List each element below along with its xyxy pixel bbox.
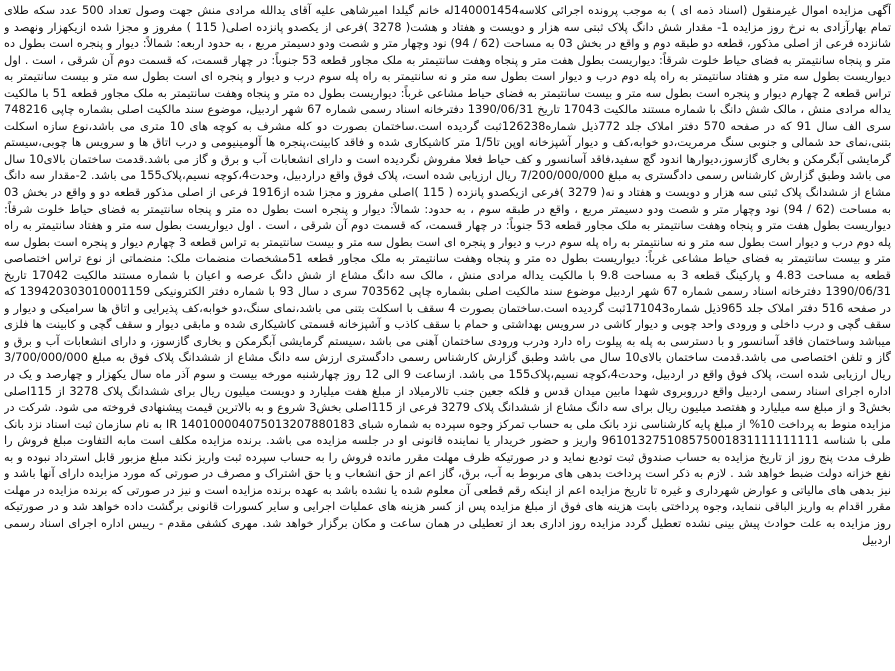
auction-notice <box>4 2 891 669</box>
notice-body: آگهی مزایده اموال غیرمنقول (اسناد ذمه ای ) به موجب پرونده اجرائی کلاسه140001454له خانم گیلدا امیرشاهی علیه آقای یدالله مرادی منش جهت وصول تعداد 500 عدد سکه طلای تمام بهارآزادی به نرخ روز مزایده 1- مقدار شش دانگ پلاک ثبتی سه هزار و دویست و هفتاد و هشت( 3278 )فرعی از یکصدو پانزده اصلی( 115 ) مفروز و مجزا شده ازیکهزار ونهصد و شانزده فرعی از اصلی مذکور، قطعه دو طبقه دوم و واقع در بخش 03 به مساحت (62 / 94) نود وچهار متر و شصت ودو دسیمتر مربع ، به حدود اربعه: شمالاً: دیوار و پنجره است بطول ده متر و پنجاه سانتیمتر به فضای حیاط خلوت شرقاً: دیواریست بطول هفت متر و پنجاه وهفت سانتیمتر به ملک مجاور قطعه 53 جنوباً: در چهار قسمت، که قسمت دوم آن شرقی ، است . اول دیواریست بطول سه متر و هفتاد سانتیمتر به راه پله دوم درب و دیوار است بطول سه متر و نه سانتیمتر به راه پله سوم درب و دیوار و پنجره ای است بطول سه متر و بیست سانتیمتر به تراس قطعه 2 چهارم دیوار و پنجره است بطول سه متر و بیست سانتیمتر به فضای حیاط مشاعی غرباً: دیواریست بطول ده متر و پنجاه وهفت سانتیمتر به ملک مجاور قطعه 51 با مالکیت یداله مرادی منش ، مالک شش دانگ با شماره مستند مالکیت 17043 تاریخ 1390/06/31 دفترخانه اسناد رسمی شماره 67 شهر اردبیل، موضوع سند مالکیت اصلی بشماره چاپی 748216 سری الف سال 91 که در صفحه 570 دفتر املاک جلد 772ذیل شماره126238ثبت گردیده است.ساختمان بصورت دو کله مشرف به کوچه های 10 متری می باشد،نوع سازه اسکلت بتنی،نمای حد شمالی و جنوبی سنگ مرمریت،دو خوابه،کف و دیوار آشپزخانه اوپن تا1/5 متر کاشیکاری شده و فاقد کابینت،پنجره ها آلومینیومی و درب اتاق ها و سرویس ها چوبی،سیستم گرمایشی آبگرمکن و بخاری گازسوز،دیوارها اندود گچ سفید،فاقد آسانسور و کف حیاط فعلا مفروش نگردیده است و دارای انشعابات آب و برق و گاز می باشد.قدمت ساختمان بالای10 سال می باشد وطبق گزارش کارشناس رسمی دادگستری به مبلغ 7/200/000/000 ریال ارزیابی شده است، پلاک فوق واقع دراردبیل، وحدت4،کوچه نسیم،پلاک155 می باشد. 2-مقدار سه دانگ مشاع از ششدانگ پلاک ثبتی سه هزار و دویست و هفتاد و نه( 3279 )فرعی ازیکصدو پانزده ( 115 )اصلی مفروز و مجزا شده از1916 فرعی از اصلی مذکور قطعه دو و واقع در بخش 03 به مساحت (62 / 94) نود وچهار متر و شصت ودو دسیمتر مربع ، واقع در طبقه سوم ، به حدود: شمالاً: دیوار و پنجره است بطول ده متر و پنجاه سانتیمتر به فضای حیاط خلوت شرقاً: دیواریست بطول هفت متر و پنجاه وهفت سانتیمتر به ملک مجاور قطعه 53 جنوباً: در چهار قسمت، که قسمت دوم آن شرقی ، است . اول دیواریست بطول سه متر و هفتاد سانتیمتر به راه پله دوم درب و دیوار است بطول سه متر و نه سانتیمتر به راه پله سوم درب و دیوار و پنجره ای است بطول سه متر و بیست سانتیمتر به تراس قطعه 3 چهارم دیوار و پنجره است بطول سه متر و بیست سانتیمتر به فضای حیاط مشاعی غرباً: دیواریست بطول ده متر و پنجاه وهفت سانتیمتر به ملک مجاور قطعه 51مشخصات منضمات ملک: منضماتی از نوع تراس اختصاصی قطعه به مساحت 4.83 و پارکینگ قطعه 3 به مساحت 9.8 با مالکیت یداله مرادی منش ، مالک سه دانگ مشاع از شش دانگ عرصه و اعیان با شماره مستند مالکیت 17042 تاریخ 1390/06/31 دفترخانه اسناد رسمی شماره 67 شهر اردبیل موضوع سند مالکیت اصلی بشماره چاپی 703562 سری د سال 93 با شماره دفتر الکترونیکی 139420303010001159 که در صفحه 516 دفتر املاک جلد 965ذیل شماره171043ثبت گردیده است.ساختمان بصورت 4 سقف با اسکلت بتنی می باشد،نمای سنگ،دو خوابه،کف پذیرایی و اتاق ها سرامیکی و دیوار و سقف گچی و درب داخلی و ورودی واحد چوبی و دیوار کاشی در سرویس بهداشتی و حمام با سقف کاذب و آشپزخانه قسمتی کاشیکاری شده و مابقی دیوار و سقف گچی و کابینت ها فلزی میباشد وساختمان فاقد آسانسور و با دسترسی به پله به پیلوت راه دارد ودرب ورودی ساختمان آهنی می باشد ،سیستم گرمایشی آبگرمکن و بخاری گازسوز، و دارای انشعابات آب و برق و گاز و تلفن اختصاصی می باشد.قدمت ساختمان بالای10 سال می باشد وطبق گزارش کارشناس رسمی دادگستری ارزش سه دانگ مشاع از ششدانگ پلاک فوق به مبلغ 3/700/000/000 ریال ارزیابی شده است، پلاک فوق واقع در اردبیل، وحدت4،کوچه نسیم،پلاک155 می باشد. ازساعت 9 الی 12 روز چهارشنبه مورخه بیست و سوم آذر ماه سال یکهزار و چهارصد و یک در اداره اجرای اسناد رسمی اردبیل واقع درروبروی شهدا مابین میدان قدس و فلکه جعین جنب تالارمیلاد از مبلغ هفت میلیارد و دویست میلیون ریال برای ششدانگ پلاک 3278 از 115اصلی بخش3 و از مبلغ سه میلیارد و هفتصد میلیون ریال برای سه دانگ مشاع از ششدانگ پلاک 3279 فرعی از 115اصلی بخش3 شروع و به بالاترین قیمت پیشنهادی فروخته می شود. شرکت در مزایده منوط به پرداخت 10% از مبلغ پایه کارشناسی نزد بانک ملی به حساب تمرکز وجوه سپرده به شماره شبای 140100004075013207880183 IR به نام سازمان ثبت اسناد نزد بانک ملی با شناسه 961013275108575001831111111111 واریز و حضور خریدار یا نماینده قانونی او در جلسه مزایده می باشد. برنده مزایده مکلف است مابه التفاوت مبلغ فروش را ظرف مدت پنج روز از تاریخ مزایده به حساب صندوق ثبت تودیع نماید و در صورتیکه ظرف مهلت مقرر مانده فروش را به حساب سپرده ثبت واریز نکند مبلغ مزبور قابل استرداد نبوده و به نفع خزانه دولت ضبط خواهد شد . لازم به ذکر است پرداخت بدهی های مربوط به آب، برق، گاز اعم از حق انشعاب و یا حق اشتراک و مصرف در صورتی که مورد مزایده دارای آنها باشد و نیز بدهی های مالیاتی و عوارض شهرداری و غیره تا تاریخ مزایده اعم از اینکه رقم قطعی آن معلوم شده یا نشده باشد به عهده برنده مزایده است و نیز در صورتی که برنده مزایده در مهلت مقرر اقدام به واریز الباقی ننماید، وجوه پرداختی بابت هزینه های فوق از مبلغ مزایده پس از کسر هزینه های عملیات اجرایی و سایر کسورات قانونی برگشت داده خواهد شد و در صورتیکه روز مزایده به علت حوادث پیش بینی نشده تعطیل گردد مزایده روز اداری بعد از تعطیلی در همان ساعت و مکان برگزار خواهد شد. مهری کشفی مقدم - رییس اداره اجرای اسناد رسمی اردبیل <box>4 3 891 547</box>
